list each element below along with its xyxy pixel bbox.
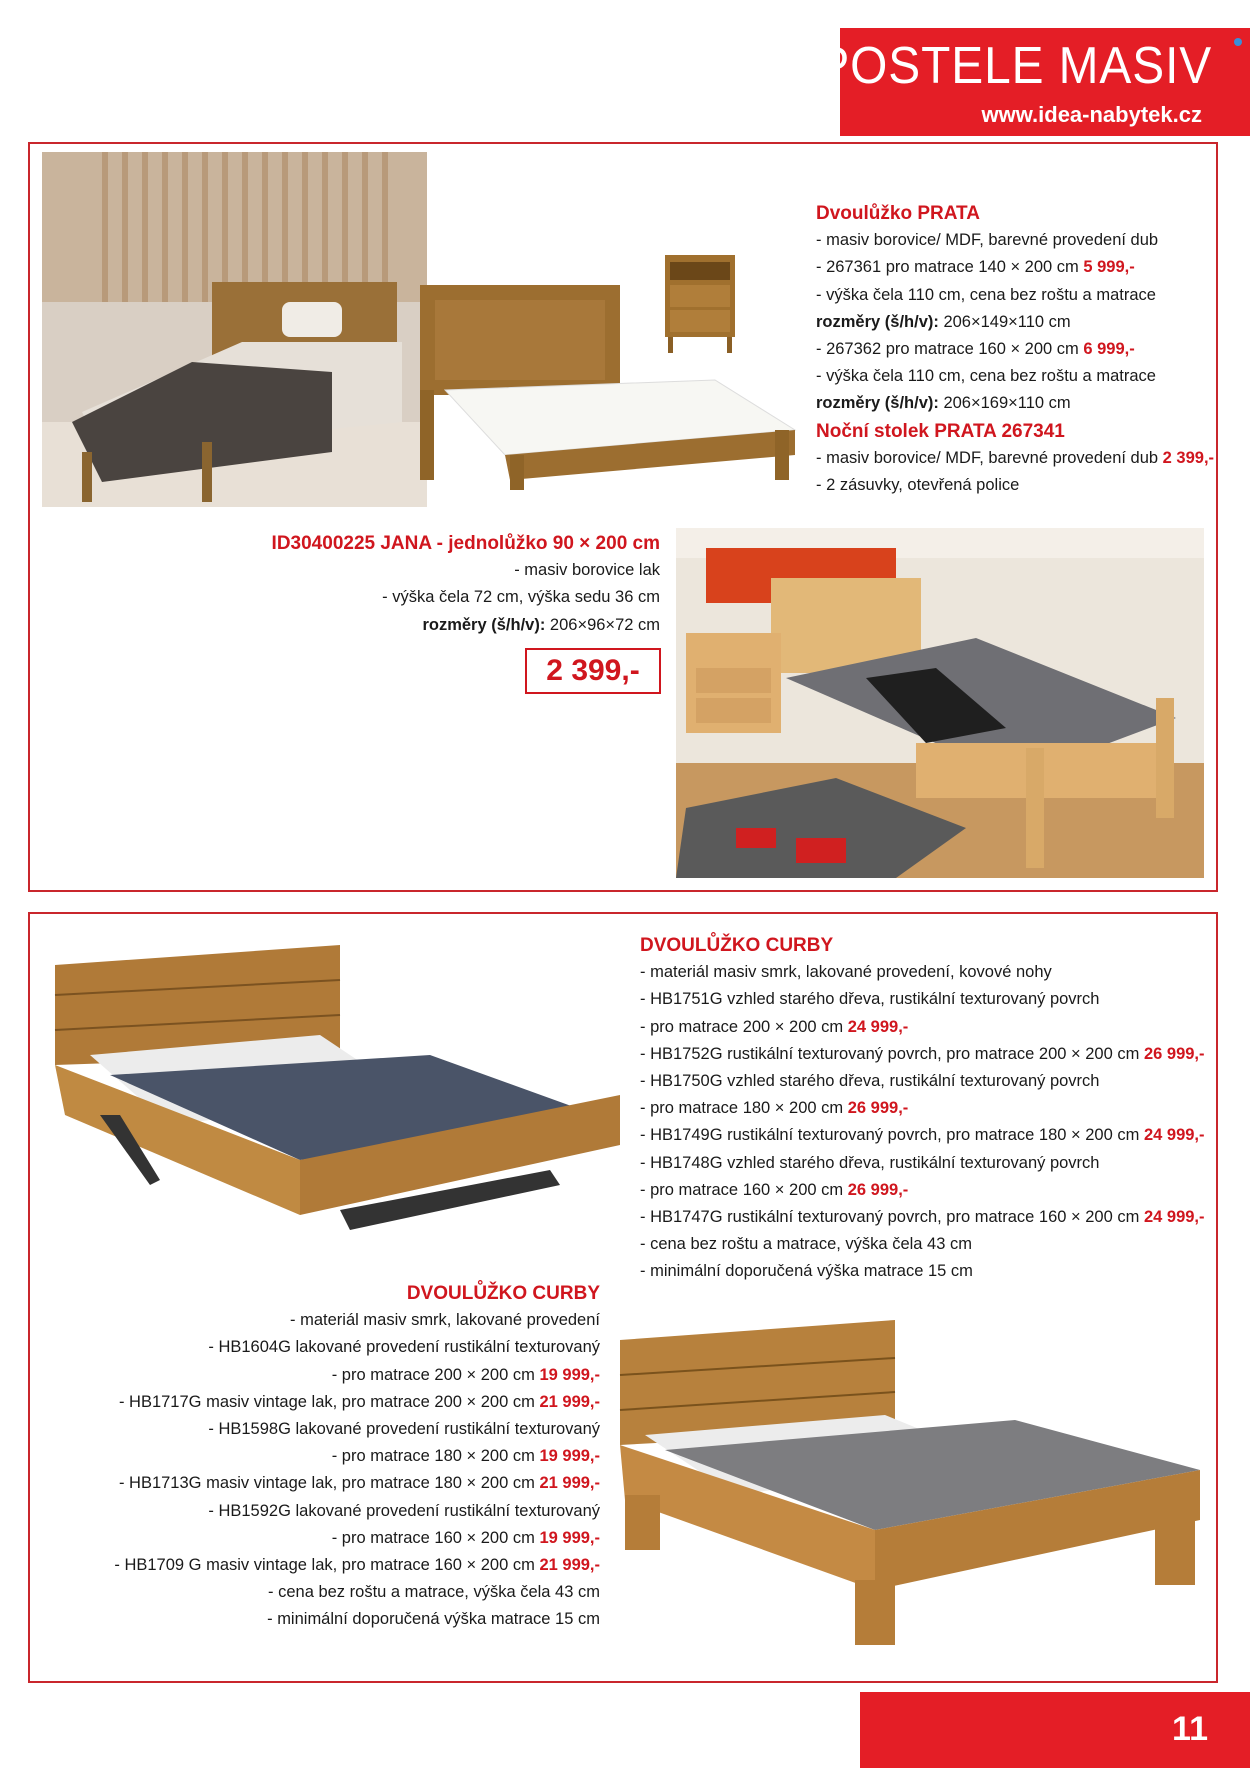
- curby-right-description: [640, 932, 1205, 1286]
- spec-line-text: - HB1750G vzhled starého dřeva, rustikální texturovaný povrch: [640, 1072, 1100, 1091]
- spec-line-text: - HB1748G vzhled starého dřeva, rustikální texturovaný povrch: [640, 1153, 1100, 1172]
- jana-line: - výška čela 72 cm, výška sedu 36 cm: [382, 588, 660, 607]
- spec-line: [640, 1014, 1205, 1041]
- spec-line: [114, 1552, 600, 1579]
- jana-bedroom-photo: [676, 528, 1204, 878]
- prata-line: - 2 zásuvky, otevřená police: [816, 476, 1020, 495]
- spec-line: [640, 1041, 1205, 1068]
- spec-line-text: - HB1713G masiv vintage lak, pro matrace 180 × 200 cm: [118, 1474, 540, 1493]
- page-number: 11: [1172, 1710, 1208, 1748]
- prata-line: - masiv borovice/ MDF, barevné provedení dub: [816, 231, 1159, 250]
- spec-line-price: 21 999,-: [539, 1556, 600, 1575]
- spec-line-price: 26 999,-: [1143, 1044, 1205, 1063]
- spec-line-text: - minimální doporučená výška matrace 15 cm: [640, 1262, 973, 1281]
- jana-description: [272, 530, 660, 639]
- curby-right-lines: [640, 959, 1205, 1285]
- prata-price: 5 999,-: [1083, 258, 1135, 277]
- spec-line: [114, 1362, 600, 1389]
- page-number-box: [860, 1692, 1250, 1768]
- nightstand-price: 2 399,-: [1162, 448, 1215, 467]
- spec-line-price: 21 999,-: [539, 1392, 600, 1411]
- dimensions-label: rozměry (š/h/v):: [816, 394, 939, 413]
- spec-line-price: 19 999,-: [539, 1528, 600, 1547]
- nightstand-heading: Noční stolek PRATA 267341: [816, 420, 1065, 442]
- prata-line-text: - masiv borovice/ MDF, barevné provedení dub: [816, 448, 1163, 467]
- prata-bed-product-photo: [415, 280, 805, 490]
- header-banner: [817, 28, 1250, 136]
- spec-line-text: - pro matrace 180 × 200 cm: [640, 1099, 848, 1118]
- prata-price: 6 999,-: [1083, 340, 1135, 359]
- dimensions-label: rozměry (š/h/v):: [816, 312, 939, 331]
- spec-line-price: 26 999,-: [847, 1180, 909, 1199]
- spec-line-price: 24 999,-: [847, 1017, 909, 1036]
- spec-line-text: - materiál masiv smrk, lakované provedení: [290, 1311, 600, 1330]
- spec-line: [114, 1416, 600, 1443]
- spec-line-text: - HB1749G rustikální texturovaný povrch, pro matrace 180 × 200 cm: [640, 1126, 1144, 1145]
- dimensions-label: rozměry (š/h/v):: [422, 615, 546, 634]
- prata-line-text: - 267361 pro matrace 140 × 200 cm: [816, 258, 1084, 277]
- prata-line: [816, 390, 1214, 417]
- spec-line: [640, 1150, 1205, 1177]
- spec-line-text: - pro matrace 180 × 200 cm: [331, 1447, 540, 1466]
- dimensions-value: 206×149×110 cm: [938, 312, 1071, 331]
- prata-line: - výška čela 110 cm, cena bez roštu a matrace: [816, 367, 1156, 386]
- spec-line-text: - pro matrace 200 × 200 cm: [331, 1365, 540, 1384]
- spec-line-price: 26 999,-: [847, 1099, 909, 1118]
- spec-line-text: - pro matrace 200 × 200 cm: [640, 1017, 848, 1036]
- spec-line: [640, 1068, 1205, 1095]
- spec-line-price: 24 999,-: [1143, 1208, 1205, 1227]
- spec-line: [114, 1443, 600, 1470]
- spec-line: [114, 1498, 600, 1525]
- prata-line: [816, 445, 1214, 472]
- spec-line-text: - pro matrace 160 × 200 cm: [331, 1528, 540, 1547]
- curby-left-description: [114, 1280, 600, 1634]
- curby-wooden-legs-bed-photo: [615, 1320, 1205, 1650]
- spec-line: [114, 1579, 600, 1606]
- spec-line: [640, 959, 1205, 986]
- curby-metal-legs-bed-photo: [50, 945, 620, 1255]
- spec-line: [640, 1177, 1205, 1204]
- prata-line: [816, 336, 1214, 363]
- spec-line: [114, 1606, 600, 1633]
- jana-heading: ID30400225 JANA - jednolůžko 90 × 200 cm: [271, 533, 660, 554]
- spec-line: [640, 1122, 1205, 1149]
- prata-line: [816, 309, 1214, 336]
- prata-line: [816, 254, 1214, 281]
- website-url[interactable]: www.idea-nabytek.cz: [981, 102, 1202, 127]
- spec-line-text: - HB1751G vzhled starého dřeva, rustikální texturovaný povrch: [640, 990, 1100, 1009]
- prata-bedroom-photo: [42, 152, 427, 507]
- spec-line: [114, 1389, 600, 1416]
- spec-line-text: - HB1752G rustikální texturovaný povrch, pro matrace 200 × 200 cm: [640, 1044, 1144, 1063]
- prata-line: - výška čela 110 cm, cena bez roštu a matrace: [816, 285, 1156, 304]
- spec-line-text: - HB1747G rustikální texturovaný povrch, pro matrace 160 × 200 cm: [640, 1208, 1144, 1227]
- curby-left-heading: DVOULŮŽKO CURBY: [406, 1283, 600, 1304]
- spec-line: [114, 1525, 600, 1552]
- jana-line: [272, 612, 660, 639]
- spec-line-text: - HB1592G lakované provedení rustikální texturovaný: [208, 1501, 600, 1520]
- spec-line-text: - HB1709 G masiv vintage lak, pro matrace 160 × 200 cm: [114, 1556, 540, 1575]
- spec-line: [640, 1231, 1205, 1258]
- spec-line: [114, 1307, 600, 1334]
- curby-left-lines: [114, 1307, 600, 1633]
- spec-line-text: - HB1598G lakované provedení rustikální texturovaný: [208, 1420, 600, 1439]
- spec-line-text: - pro matrace 160 × 200 cm: [640, 1180, 848, 1199]
- spec-line: [114, 1334, 600, 1361]
- spec-line-price: 21 999,-: [539, 1474, 600, 1493]
- spec-line-text: - minimální doporučená výška matrace 15 cm: [267, 1610, 600, 1629]
- spec-line-text: - materiál masiv smrk, lakované provedení, kovové nohy: [640, 963, 1052, 982]
- prata-description: [816, 200, 1214, 499]
- corner-dot: [1234, 38, 1242, 46]
- spec-line: [114, 1470, 600, 1497]
- curby-right-heading: DVOULŮŽKO CURBY: [640, 935, 834, 956]
- spec-line-price: 19 999,-: [539, 1365, 600, 1384]
- jana-price-box: 2 399,-: [525, 648, 661, 694]
- spec-line: [640, 1095, 1205, 1122]
- spec-line-text: - HB1717G masiv vintage lak, pro matrace 200 × 200 cm: [118, 1392, 540, 1411]
- prata-line-text: - 267362 pro matrace 160 × 200 cm: [816, 340, 1084, 359]
- prata-heading: Dvoulůžko PRATA: [816, 203, 980, 224]
- spec-line-text: - HB1604G lakované provedení rustikální texturovaný: [208, 1338, 600, 1357]
- spec-line: [640, 986, 1205, 1013]
- spec-line: [640, 1258, 1205, 1285]
- dimensions-value: 206×96×72 cm: [545, 615, 660, 634]
- spec-line-price: 24 999,-: [1143, 1126, 1205, 1145]
- spec-line-text: - cena bez roštu a matrace, výška čela 43 cm: [268, 1583, 600, 1602]
- page-title: POSTELE MASIV: [817, 37, 1212, 95]
- spec-line-text: - cena bez roštu a matrace, výška čela 43 cm: [640, 1235, 972, 1254]
- spec-line-price: 19 999,-: [539, 1447, 600, 1466]
- dimensions-value: 206×169×110 cm: [938, 394, 1071, 413]
- prata-nightstand-photo: [660, 250, 740, 355]
- spec-line: [640, 1204, 1205, 1231]
- jana-line: - masiv borovice lak: [514, 561, 660, 580]
